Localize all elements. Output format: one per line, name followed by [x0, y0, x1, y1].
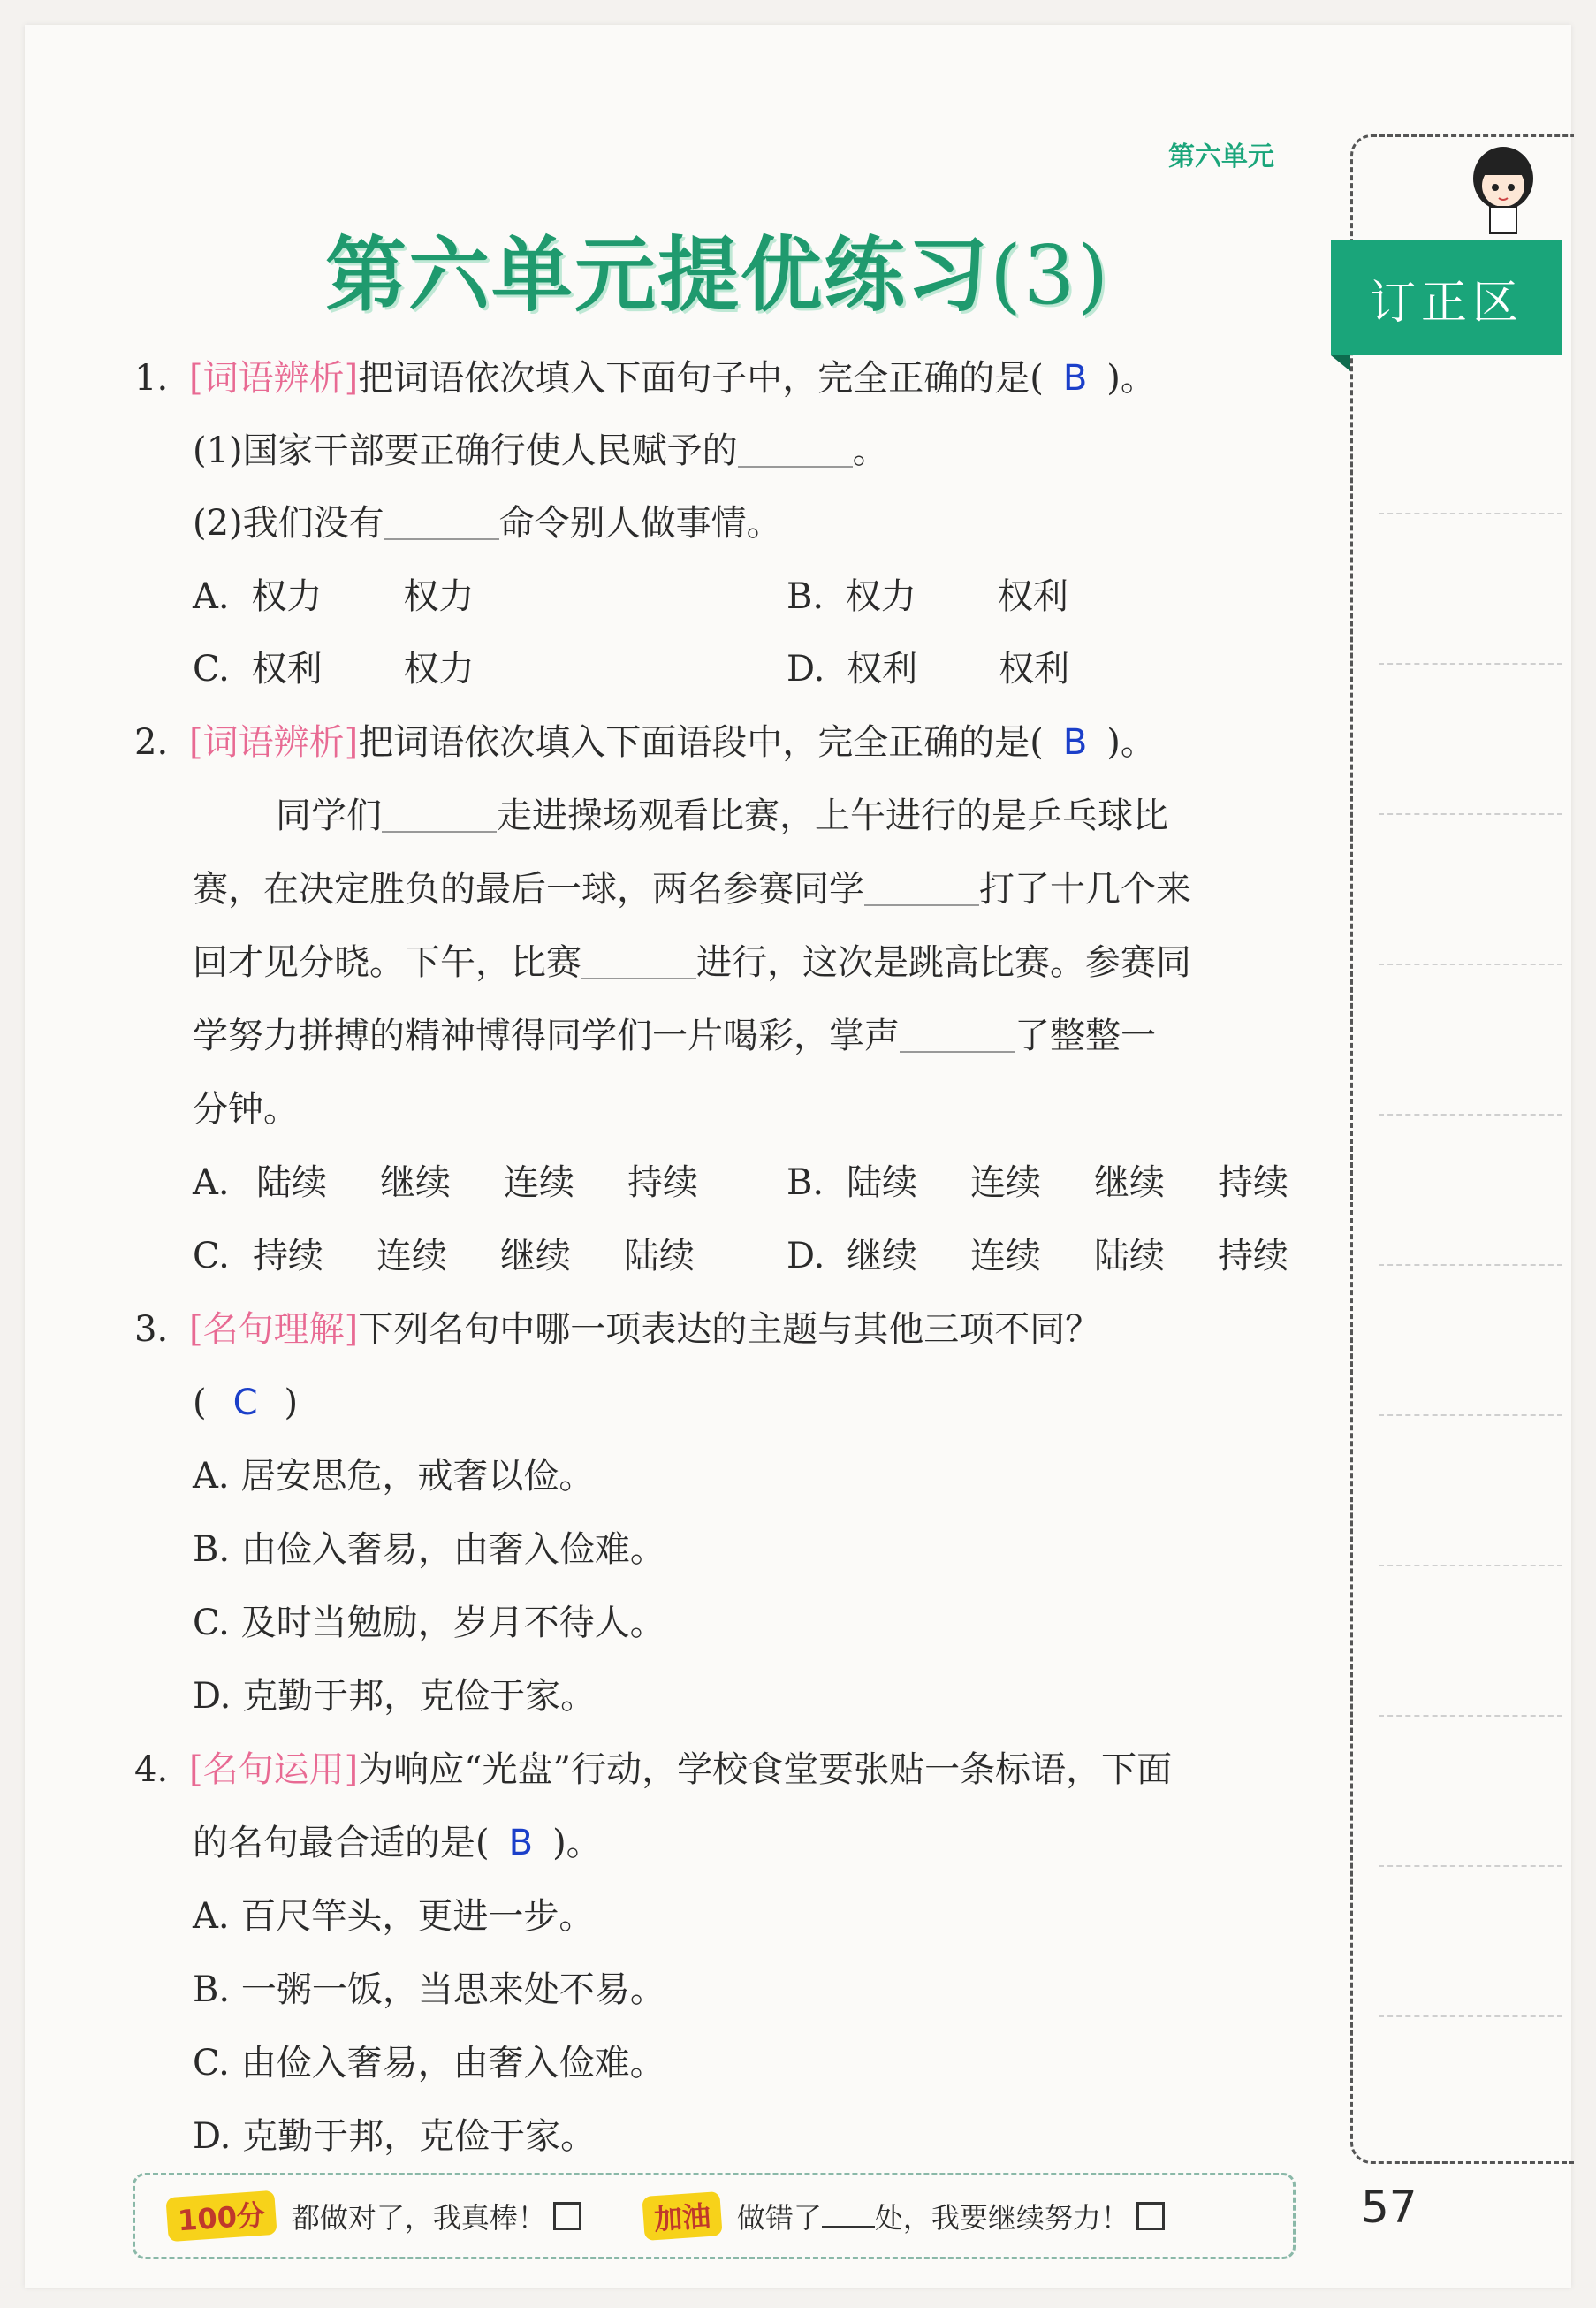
question-stem: [词语辨析]把词语依次填入下面语段中，完全正确的是( B )。 — [189, 722, 1156, 763]
question-stem: [词语辨析]把词语依次填入下面句子中，完全正确的是( B )。 — [189, 358, 1156, 399]
ruled-line — [1379, 1865, 1562, 1867]
girl-mascot-icon — [1463, 141, 1543, 239]
answer-paren: ( C ) — [193, 1383, 299, 1423]
question-number: 3. — [134, 1309, 169, 1350]
option: C. 由俭入奢易，由奢入俭难。 — [193, 2043, 665, 2083]
ruled-line — [1379, 2015, 1562, 2017]
ruled-line — [1379, 964, 1562, 965]
unit-label: 第六单元 — [1168, 141, 1274, 172]
checkbox-keep-trying[interactable] — [1136, 2202, 1165, 2230]
ruled-line — [1379, 1114, 1562, 1116]
option: A. 百尺竿头，更进一步。 — [193, 1896, 595, 1937]
option: D. 权利 权利 — [787, 649, 1070, 689]
paragraph-line: 赛，在决定胜负的最后一球，两名参赛同学 打了十几个来 — [193, 869, 1191, 910]
keep-going-stamp: 加油 — [642, 2191, 722, 2241]
page-title: 第六单元提优练习(3) — [325, 228, 1111, 323]
paragraph-line: 同学们 走进操场观看比赛，上午进行的是乒乓球比 — [276, 796, 1168, 836]
option: B. 一粥一饭，当思来处不易。 — [193, 1969, 665, 2010]
ruled-line — [1379, 1414, 1562, 1416]
option: B. 陆续 连续 继续 持续 — [787, 1162, 1288, 1203]
self-check-text: 都做对了，我真棒！ — [291, 2201, 546, 2235]
ruled-line — [1379, 513, 1562, 514]
ruled-line — [1379, 1264, 1562, 1266]
fill-blank — [382, 796, 497, 833]
question-number: 4. — [134, 1749, 169, 1790]
mistakes-text: 做错了 处，我要继续努力！ — [736, 2201, 1129, 2235]
option: B. 权力 权利 — [787, 576, 1068, 617]
ruled-line — [1379, 813, 1562, 815]
paragraph-line: 回才见分晓。下午，比赛 进行，这次是跳高比赛。参赛同 — [193, 942, 1191, 983]
page-number: 57 — [1361, 2182, 1417, 2233]
paragraph-line: 学努力拼搏的精神博得同学们一片喝彩，掌声 了整整一 — [193, 1016, 1156, 1056]
ruled-line — [1379, 1715, 1562, 1717]
option: A. 居安思危，戒奢以俭。 — [193, 1456, 595, 1497]
option: C. 持续 连续 继续 陆续 — [193, 1236, 695, 1276]
question-number: 2. — [134, 722, 169, 763]
perfect-score-stamp: 100分 — [165, 2190, 277, 2242]
fill-blank — [900, 1016, 1015, 1053]
question-number: 1. — [134, 358, 169, 399]
fill-blank — [738, 430, 853, 468]
question-stem-cont: 的名句最合适的是( B )。 — [193, 1823, 602, 1863]
answer: B — [1062, 358, 1088, 399]
ruled-line — [1379, 1565, 1562, 1566]
fill-blank — [864, 869, 979, 906]
option: D. 继续 连续 陆续 持续 — [787, 1236, 1288, 1276]
option: A. 陆续 继续 连续 持续 — [193, 1162, 698, 1203]
answer: B — [508, 1823, 534, 1863]
sentence: (1)国家干部要正确行使人民赋予的 。 — [193, 430, 888, 471]
checkbox-all-correct[interactable] — [553, 2202, 581, 2230]
question-stem: [名句理解]下列名句中哪一项表达的主题与其他三项不同？ — [189, 1309, 1101, 1350]
sentence: (2)我们没有 命令别人做事情。 — [193, 503, 782, 544]
option: D. 克勤于邦，克俭于家。 — [193, 2116, 597, 2157]
paragraph-line: 分钟。 — [193, 1089, 299, 1130]
option: C. 权利 权力 — [193, 649, 475, 689]
answer: B — [1062, 722, 1088, 763]
option: B. 由俭入奢易，由奢入俭难。 — [193, 1529, 665, 1570]
fill-blank — [384, 503, 499, 540]
self-check-bar — [133, 2173, 1296, 2259]
answer: C — [232, 1383, 258, 1423]
correction-tab: 订正区 — [1331, 240, 1562, 355]
mistake-count-blank — [822, 2226, 875, 2228]
option: A. 权力 权力 — [193, 576, 475, 617]
question-stem: [名句运用]为响应“光盘”行动，学校食堂要张贴一条标语，下面 — [189, 1749, 1173, 1790]
option: D. 克勤于邦，克俭于家。 — [193, 1676, 597, 1717]
correction-area — [1350, 134, 1574, 2164]
option: C. 及时当勉励，岁月不待人。 — [193, 1603, 665, 1643]
fill-blank — [581, 942, 696, 979]
ruled-line — [1379, 663, 1562, 665]
